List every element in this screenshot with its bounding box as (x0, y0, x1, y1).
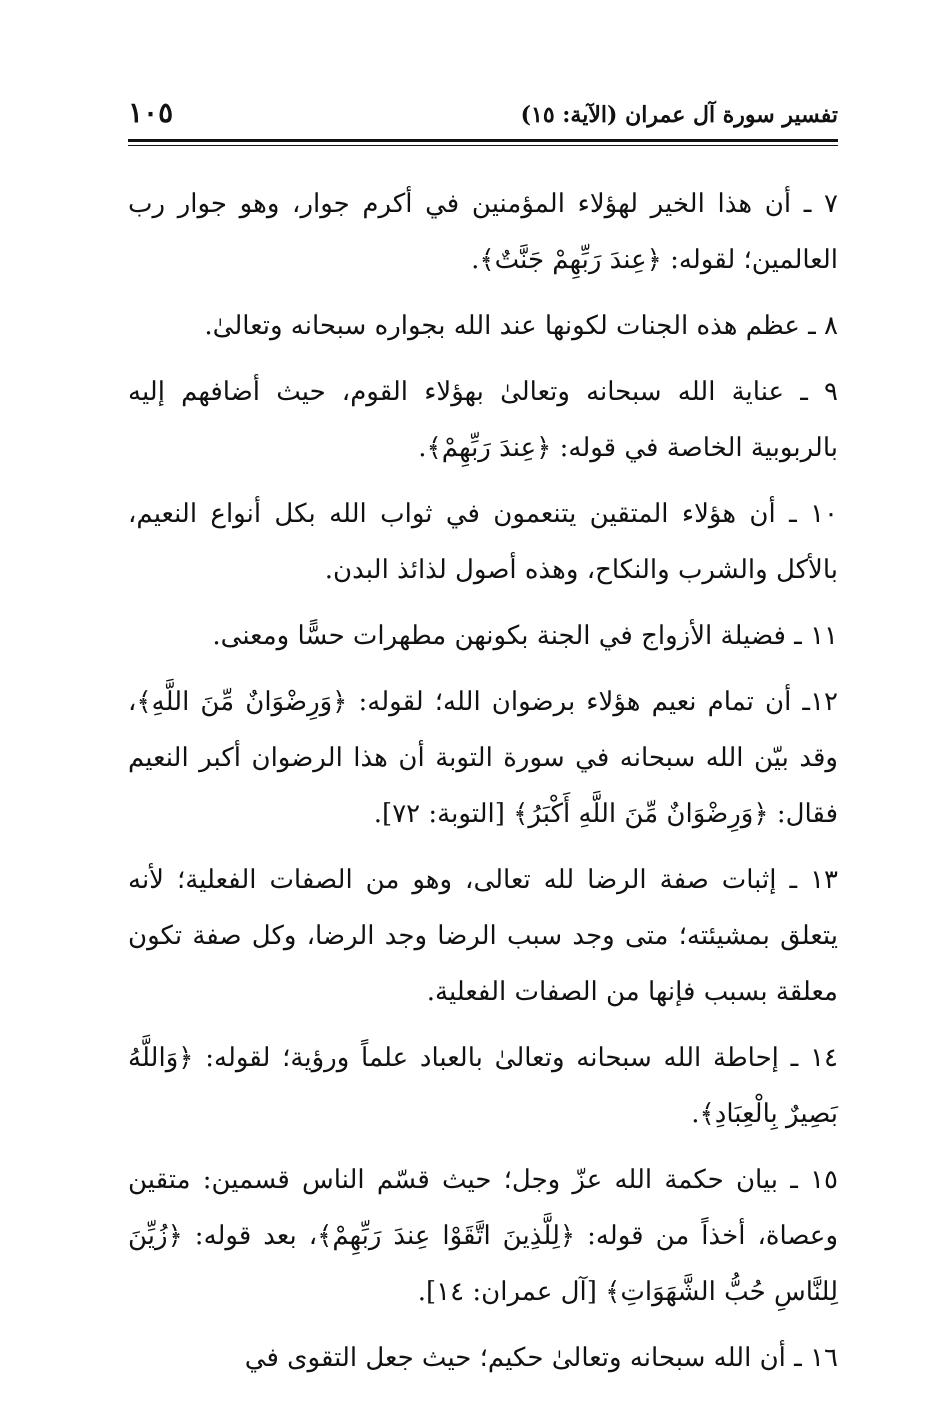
header-title: تفسير سورة آل عمران (الآية: ١٥) (520, 102, 838, 128)
paragraph-8: ٨ ـ عظم هذه الجنات لكونها عند الله بجواره سبحانه وتعالىٰ. (204, 311, 838, 341)
paragraph-14: ١٤ ـ إحاطة الله سبحانه وتعالىٰ بالعباد علماً ورؤية؛ لقوله: ﴿وَاللَّهُ بَصِيرٌ بِالْعِبَادِ﴾. (128, 1043, 838, 1129)
paragraph-9: ٩ ـ عناية الله سبحانه وتعالىٰ بهؤلاء القوم، حيث أضافهم إليه بالربوبية الخاصة في قوله: ﴿عِندَ رَبِّهِمْ﴾. (128, 377, 838, 463)
header-rule-thin (128, 145, 838, 146)
page-body (128, 176, 838, 1396)
page-number: ١٠٥ (128, 96, 174, 129)
paragraph-16: ١٦ ـ أن الله سبحانه وتعالىٰ حكيم؛ حيث جعل التقوى في (244, 1343, 838, 1373)
paragraph-12: ١٢ـ أن تمام نعيم هؤلاء برضوان الله؛ لقوله: ﴿وَرِضْوَانٌ مِّنَ اللَّهِ﴾، وقد بيّن الله سبحانه في سورة التوبة أن هذا الرضوان أكبر النعيم فقال: ﴿وَرِضْوَانٌ مِّنَ اللَّهِ أَكْبَرُ﴾ [التوبة: ٧٢]. (128, 687, 838, 829)
header-rule-thick (128, 139, 838, 142)
paragraph-10: ١٠ ـ أن هؤلاء المتقين يتنعمون في ثواب الله بكل أنواع النعيم، بالأكل والشرب والنكاح، وهذه أصول لذائذ البدن. (128, 499, 838, 585)
paragraph-13: ١٣ ـ إثبات صفة الرضا لله تعالى، وهو من الصفات الفعلية؛ لأنه يتعلق بمشيئته؛ متى وجد سبب الرضا وجد الرضا، وكل صفة تكون معلقة بسبب فإنها من الصفات الفعلية. (128, 865, 838, 1007)
paragraph-7: ٧ ـ أن هذا الخير لهؤلاء المؤمنين في أكرم جوار، وهو جوار رب العالمين؛ لقوله: ﴿عِندَ رَبِّهِمْ جَنَّتٌ﴾. (128, 189, 838, 275)
running-header (128, 96, 838, 136)
paragraph-11: ١١ ـ فضيلة الأزواج في الجنة بكونهن مطهرات حسًّا ومعنى. (212, 621, 838, 651)
paragraph-15: ١٥ ـ بيان حكمة الله عزّ وجل؛ حيث قسّم الناس قسمين: متقين وعصاة، أخذاً من قوله: ﴿لِلَّذِينَ اتَّقَوْا عِندَ رَبِّهِمْ﴾، بعد قوله: ﴿زُيِّنَ لِلنَّاسِ حُبُّ الشَّهَوَاتِ﴾ [آل عمران: ١٤]. (128, 1165, 838, 1307)
